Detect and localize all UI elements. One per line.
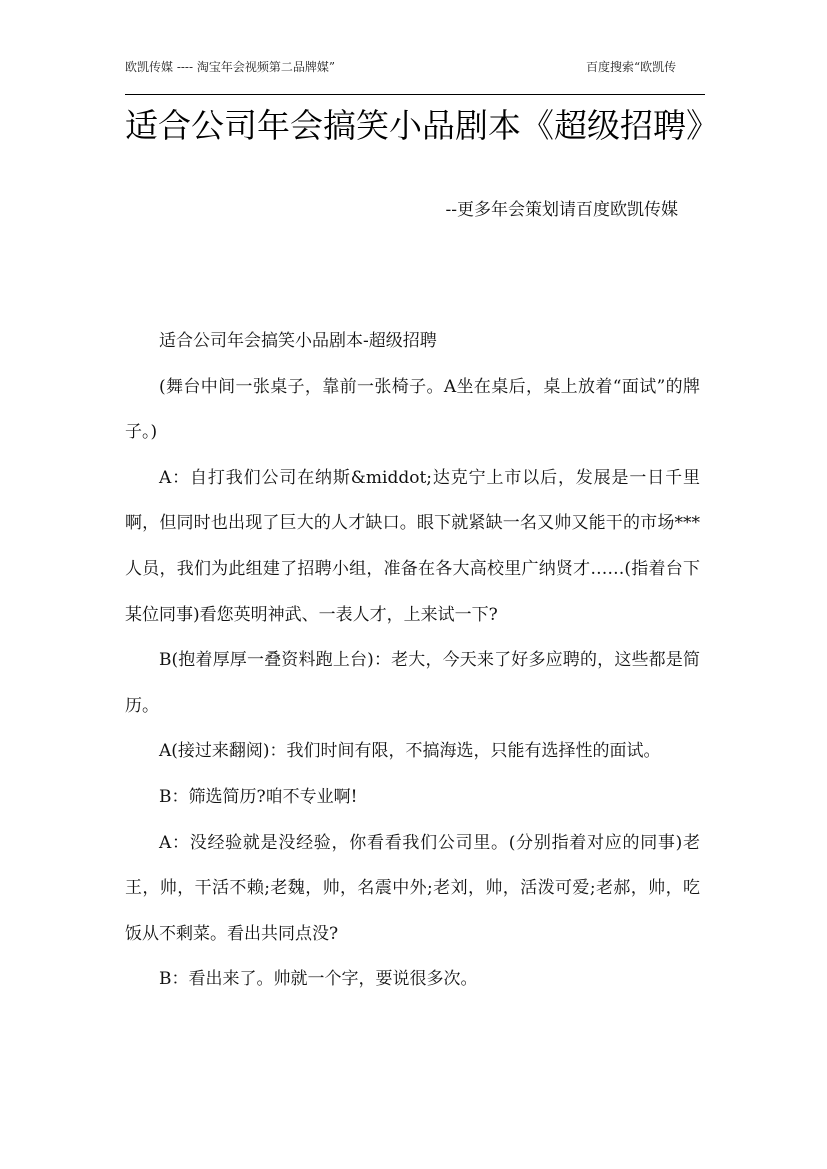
header-right-text: 百度搜索“欧凯传 <box>586 60 677 74</box>
paragraph: A：自打我们公司在纳斯&middot;达克宁上市以后，发展是一日千里啊，但同时也出现了巨大的人才缺口。眼下就紧缺一名又帅又能干的市场***人员，我们为此组建了招聘小组，准备在各大高校里广纳贤才……(指着台下某位同事)看您英明神武、一表人才，上来试一下? <box>125 467 700 625</box>
document-title: 适合公司年会搞笑小品剧本《超级招聘》 <box>125 106 719 145</box>
paragraph: 适合公司年会搞笑小品剧本-超级招聘 <box>159 331 437 351</box>
paragraph: (舞台中间一张桌子，靠前一张椅子。A坐在桌后，桌上放着“面试”的牌子。) <box>125 376 700 443</box>
document-body <box>125 319 700 1003</box>
paragraph: A：没经验就是没经验，你看看我们公司里。(分别指着对应的同事)老王，帅，干活不赖;老魏，帅，名震中外;老刘，帅，活泼可爱;老郝，帅，吃饭从不剩菜。看出共同点没? <box>125 832 700 944</box>
paragraph: A(接过来翻阅)：我们时间有限，不搞海选，只能有选择性的面试。 <box>159 741 661 762</box>
document-subtitle: --更多年会策划请百度欧凯传媒 <box>445 200 678 220</box>
paragraph: B：筛选简历?咱不专业啊! <box>159 786 358 807</box>
header-left-text: 欧凯传媒 ---- 淘宝年会视频第二品牌媒” <box>125 60 335 74</box>
paragraph: B(抱着厚厚一叠资料跑上台)：老大，今天来了好多应聘的，这些都是简历。 <box>125 650 700 716</box>
header-divider <box>125 94 705 95</box>
paragraph: B：看出来了。帅就一个字，要说很多次。 <box>159 969 478 990</box>
